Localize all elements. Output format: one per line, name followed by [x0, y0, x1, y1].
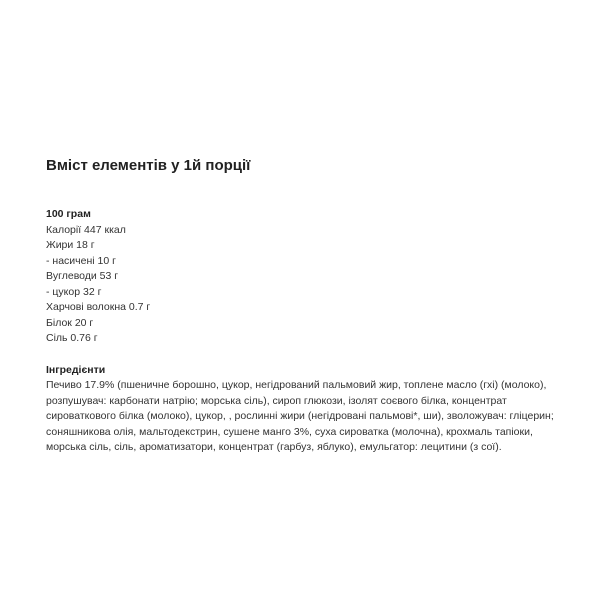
nutrition-row-saturated-fat: - насичені 10 г — [46, 254, 116, 267]
section-title: Вміст елементів у 1й порції — [46, 157, 251, 174]
nutrition-facts — [46, 207, 566, 347]
ingredients-line: Печиво 17.9% (пшеничне борошно, цукор, негідрований пальмовий жир, топлене масло (гхі) (молоко), — [46, 379, 547, 391]
ingredients-section — [46, 363, 566, 456]
nutrition-row-fat: Жири 18 г — [46, 239, 95, 251]
nutrition-row-calories: Калорії 447 ккал — [46, 223, 126, 236]
ingredients-line: сироваткового білка (молоко), цукор, , рослинні жири (негідровані пальмові*, ши), зволожувач: гліцерин; — [46, 410, 554, 422]
nutrition-row-sugar: - цукор 32 г — [46, 285, 102, 298]
ingredients-title: Інгредієнти — [46, 363, 106, 376]
nutrition-row-salt: Сіль 0.76 г — [46, 332, 98, 344]
product-info — [46, 156, 566, 456]
ingredients-text — [46, 378, 566, 456]
ingredients-line: соняшникова олія, мальтодекстрин, сушене манго 3%, суха сироватка (молочна), крохмаль тапіоки, — [46, 425, 533, 438]
nutrition-row-fiber: Харчові волокна 0.7 г — [46, 301, 151, 313]
nutrition-row-protein: Білок 20 г — [46, 316, 94, 329]
ingredients-line: розпушувач: карбонати натрію; морська сіль), сироп глюкози, ізолят соєвого білка, концентрат — [46, 394, 507, 407]
ingredients-line: морська сіль, сіль, ароматизатори, концентрат (гарбуз, яблуко), емульгатор: лецитини (з сої). — [46, 441, 502, 453]
serving-size: 100 грам — [46, 208, 91, 220]
nutrition-row-carbohydrates: Вуглеводи 53 г — [46, 270, 119, 282]
